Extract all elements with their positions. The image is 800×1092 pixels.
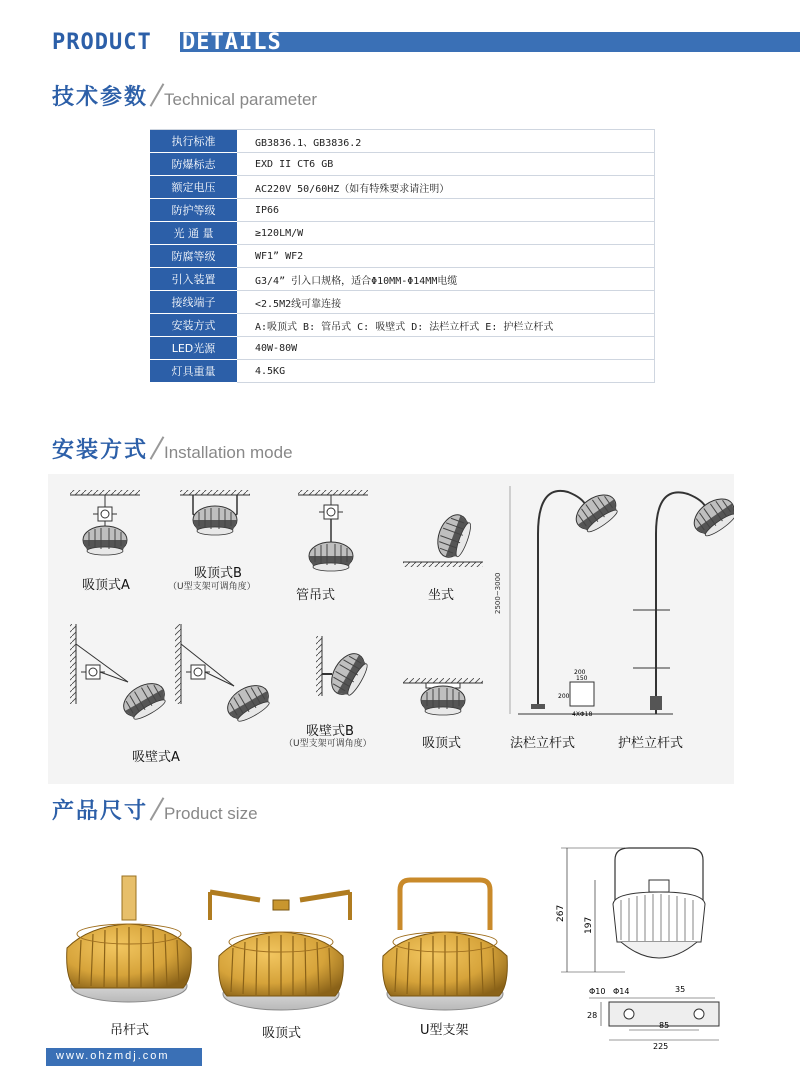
heading-slash (150, 436, 165, 460)
spec-value: 40W-80W (237, 337, 655, 360)
label-product-rod: 吊杆式 (110, 1023, 150, 1038)
spec-table (150, 129, 655, 383)
spec-label: 引入装置 (150, 268, 237, 291)
spec-row (150, 337, 655, 360)
spec-row (150, 153, 655, 176)
spec-value: WF1” WF2 (237, 245, 655, 268)
label-pipe: 管吊式 (296, 588, 336, 603)
label-product-u-bracket: U型支架 (420, 1023, 469, 1038)
base-inner-width-label: 150 (576, 675, 588, 682)
label-ceiling-b: 吸顶式B (194, 566, 242, 581)
dim-body-height: 197 (584, 916, 594, 934)
banner-title-details: DETAILS (182, 30, 282, 55)
spec-value: A:吸顶式 B: 管吊式 C: 吸壁式 D: 法栏立杆式 E: 护栏立杆式 (237, 314, 655, 337)
section-size-en: Product size (164, 804, 258, 823)
section-size-cn: 产品尺寸 (52, 799, 149, 824)
spec-value: EXD II CT6 GB (237, 153, 655, 176)
dim-total-height: 267 (556, 904, 566, 922)
footer-url-bar (46, 1048, 202, 1066)
section-installation-cn: 安装方式 (52, 438, 149, 463)
section-installation-heading (52, 433, 372, 469)
dim-hole-a: Φ10 (589, 987, 606, 996)
spec-label: 防腐等级 (150, 245, 237, 268)
label-ceiling-a: 吸顶式A (82, 578, 130, 593)
heading-slash (150, 83, 165, 107)
dim-225: 225 (653, 1042, 669, 1051)
spec-row (150, 222, 655, 245)
spec-label: 光 通 量 (150, 222, 237, 245)
installation-panel (48, 474, 734, 784)
label-ceiling-b-note: （U型支架可调角度） (168, 582, 256, 592)
spec-row (150, 245, 655, 268)
spec-value: <2.5M2线可靠连接 (237, 291, 655, 314)
section-technical-cn: 技术参数 (52, 85, 149, 110)
spec-value: GB3836.1、GB3836.2 (237, 130, 655, 153)
spec-label: 防护等级 (150, 199, 237, 222)
spec-value: ≥120LM/W (237, 222, 655, 245)
spec-value: 4.5KG (237, 360, 655, 383)
section-installation-en: Installation mode (164, 443, 293, 462)
spec-row (150, 176, 655, 199)
product-illustrations (60, 870, 520, 1020)
spec-label: 执行标准 (150, 130, 237, 153)
base-width-label: 200 (574, 669, 586, 676)
spec-value: IP66 (237, 199, 655, 222)
label-product-ceiling: 吸顶式 (262, 1026, 302, 1041)
base-height-label: 200 (558, 693, 570, 700)
label-wall-b: 吸壁式B (306, 724, 354, 739)
label-seat: 坐式 (428, 588, 455, 603)
section-technical-heading (52, 80, 372, 116)
spec-label: 安装方式 (150, 314, 237, 337)
spec-label: LED光源 (150, 337, 237, 360)
label-flange-pole: 法栏立杆式 (510, 736, 576, 751)
page-banner (50, 30, 800, 58)
label-ceiling: 吸顶式 (422, 736, 462, 751)
base-holes-label: 4XΦ18 (572, 711, 593, 718)
footer-url: www.ohzmdj.com (56, 1050, 170, 1062)
label-wall-a: 吸壁式A (132, 750, 180, 765)
label-rail-pole: 护栏立杆式 (618, 736, 684, 751)
section-size-heading (52, 794, 372, 830)
spec-row (150, 291, 655, 314)
dim-35: 35 (675, 985, 686, 994)
spec-label: 灯具重量 (150, 360, 237, 383)
spec-row (150, 130, 655, 153)
pole-height-label: 2500~3000 (494, 572, 502, 614)
heading-slash (150, 797, 165, 821)
spec-row (150, 360, 655, 383)
spec-row (150, 314, 655, 337)
spec-row (150, 268, 655, 291)
banner-title-product: PRODUCT (52, 30, 152, 55)
spec-value: AC220V 50/60HZ（如有特殊要求请注明） (237, 176, 655, 199)
label-wall-b-note: （U型支架可调角度） (284, 739, 372, 749)
dim-28: 28 (587, 1011, 598, 1020)
spec-value: G3/4” 引入口规格，适合Φ10MM-Φ14MM电缆 (237, 268, 655, 291)
section-technical-en: Technical parameter (164, 90, 318, 109)
spec-row (150, 199, 655, 222)
spec-label: 额定电压 (150, 176, 237, 199)
spec-label: 防爆标志 (150, 153, 237, 176)
dim-hole-b: Φ14 (613, 987, 630, 996)
spec-label: 接线端子 (150, 291, 237, 314)
dim-85: 85 (659, 1021, 670, 1030)
dimension-drawing (555, 842, 755, 1052)
